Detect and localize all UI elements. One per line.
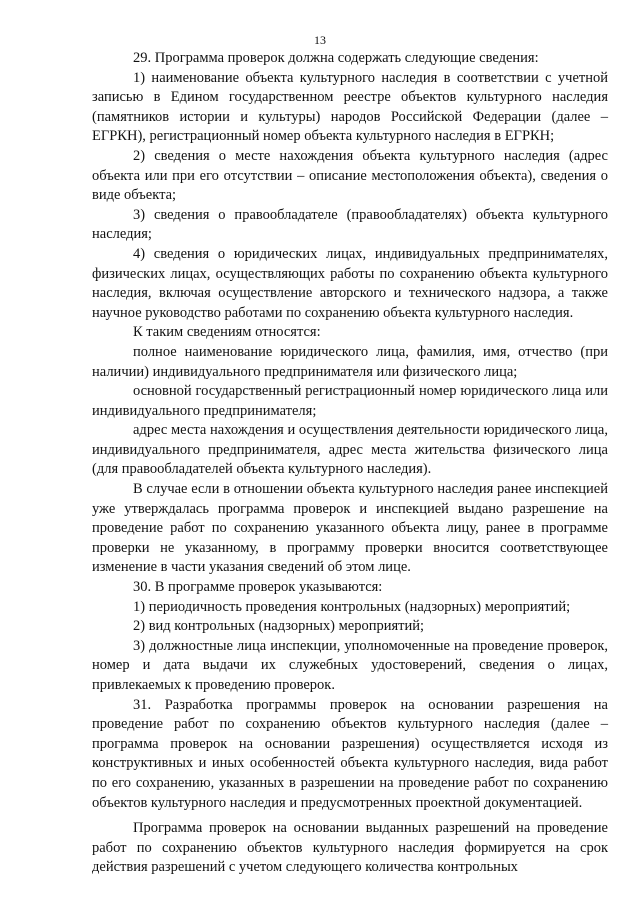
paragraph-29-item-1: 1) наименование объекта культурного наследия в соответствии с учетной записью в Едином государственном реестре объектов культурного наследия (памятников истории и культуры) народов Российской Федерации (далее – ЕГРКН), регистрационный номер объекта культурного наследия в ЕГРКН; [92, 69, 608, 145]
paragraph-info-ogrn: основной государственный регистрационный номер юридического лица или индивидуального предпринимателя; [92, 383, 608, 419]
paragraph-30-item-3: 3) должностные лица инспекции, уполномоченные на проведение проверок, номер и дата выдачи их служебных удостоверений, сведения о лицах, привлекаемых к проведению проверок. [92, 637, 608, 693]
paragraph-30-item-2: 2) вид контрольных (надзорных) мероприятий; [133, 618, 425, 635]
paragraph-30-item-1: 1) периодичность проведения контрольных (надзорных) мероприятий; [133, 598, 571, 615]
paragraph-program-term: Программа проверок на основании выданных разрешений на проведение работ по сохранению объектов культурного наследия формируется на срок действия разрешений с учетом следующего количества контрольных [92, 820, 608, 876]
paragraph-program-change: В случае если в отношении объекта культурного наследия ранее инспекцией уже утверждалась программа проверок и инспекцией выдано разрешение на проведение работ по сохранению указанного объекта лицу, ранее в программе проверки не указанному, в программу проверки вносится соответствующее изменение в части указания сведений об этом лице. [92, 481, 608, 576]
paragraph-info-full-name: полное наименование юридического лица, фамилия, имя, отчество (при наличии) индивидуального предпринимателя или физического лица; [92, 343, 608, 380]
paragraph-29-heading: 29. Программа проверок должна содержать следующие сведения: [133, 50, 539, 66]
paragraph-29-item-3: 3) сведения о правообладателе (правообладателях) объекта культурного наследия; [92, 206, 608, 243]
paragraph-info-address: адрес места нахождения и осуществления деятельности юридического лица, индивидуального предпринимателя, адрес места жительства физического лица (для правообладателей объекта культурного наследия). [92, 422, 608, 478]
document-body [92, 49, 608, 878]
paragraph-29-item-4: 4) сведения о юридических лицах, индивидуальных предпринимателях, физических лицах, осуществляющих работы по сохранению объекта культурного наследия, включая осуществление авторского и технического надзора, а также научное руководство работами по сохранению объекта культурного наследия. [92, 245, 608, 321]
paragraph-31: 31. Разработка программы проверок на основании разрешения на проведение работ по сохранению объектов культурного наследия (далее – программа проверок на основании разрешения) осуществляется исходя из конструктивных и иных особенностей объекта культурного наследия, вида работ по его сохранению, указанных в разрешении на проведение работ по сохранению объектов культурного наследия и предусмотренных проектной документацией. [92, 696, 608, 811]
paragraph-info-intro: К таким сведениям относятся: [133, 324, 321, 341]
paragraph-30-heading: 30. В программе проверок указываются: [133, 579, 383, 596]
paragraph-29-item-2: 2) сведения о месте нахождения объекта культурного наследия (адрес объекта или при его отсутствии – описание местоположения объекта), сведения о виде объекта; [92, 147, 608, 204]
page-number: 13 [314, 33, 326, 47]
